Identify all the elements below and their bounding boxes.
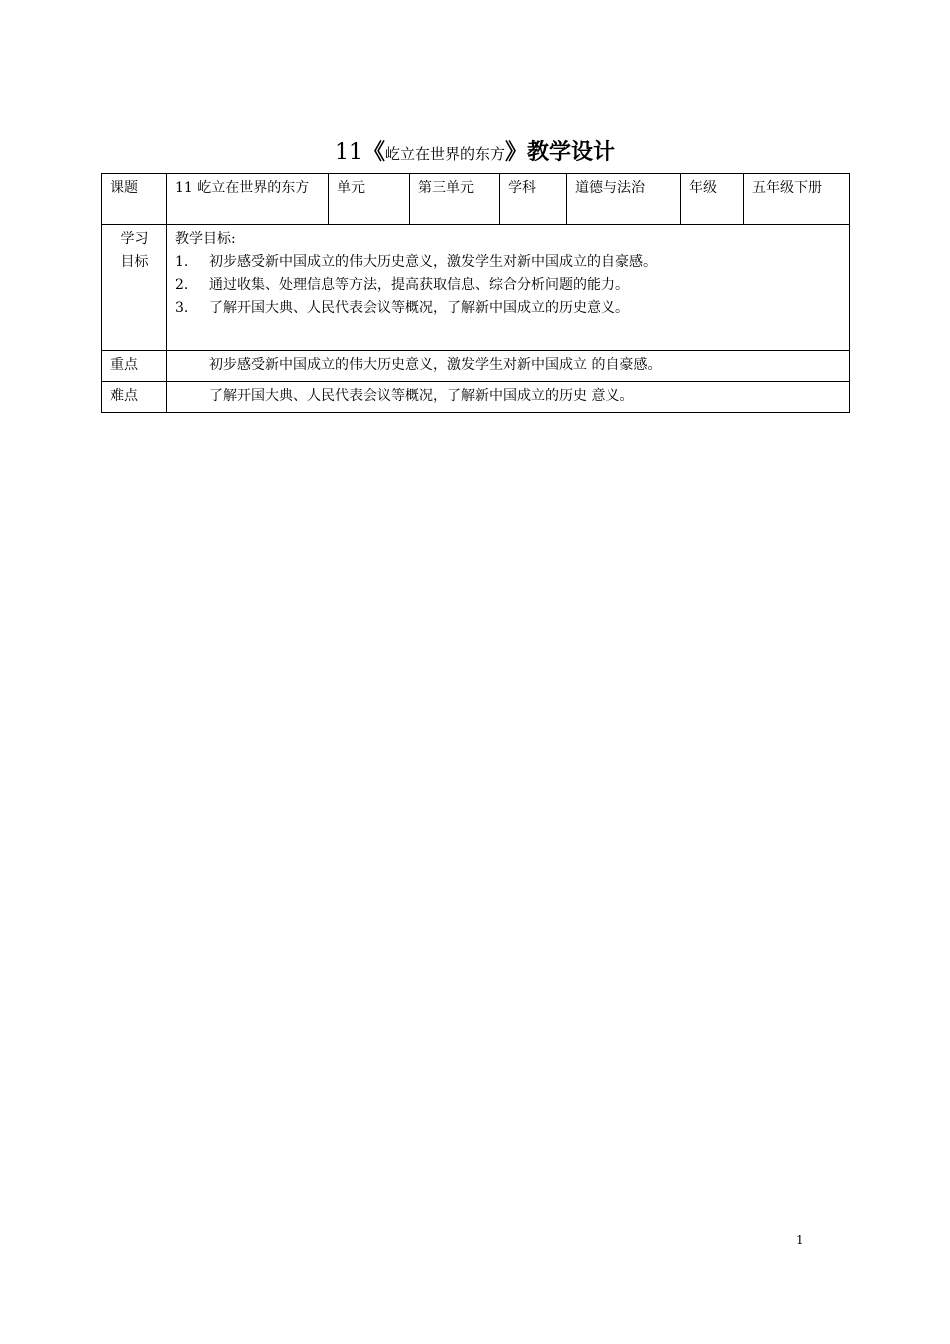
key-point-label-cell: 重点 xyxy=(102,351,167,382)
key-point-text-cell: 初步感受新中国成立的伟大历史意义，激发学生对新中国成立 的自豪感。 xyxy=(167,351,850,382)
objectives-content-cell xyxy=(167,225,850,351)
document-title xyxy=(0,136,950,170)
objectives-heading: 教学目标: xyxy=(175,231,236,247)
title-lesson-name: 屹立在世界的东方 xyxy=(384,145,505,163)
difficult-point-text-cell: 了解开国大典、人民代表会议等概况，了解新中国成立的历史 意义。 xyxy=(167,382,850,413)
objective-text: 通过收集、处理信息等方法，提高获取信息、综合分析问题的能力。 xyxy=(209,277,629,293)
title-close-bracket: 》 xyxy=(505,139,528,165)
subject-label-cell: 学科 xyxy=(500,174,567,225)
grade-value-cell: 五年级下册 xyxy=(744,174,850,225)
grade-label-cell: 年级 xyxy=(681,174,744,225)
objective-item xyxy=(175,251,842,274)
table-row-objectives xyxy=(102,225,850,351)
title-number: 11 xyxy=(334,140,363,165)
topic-label-cell: 课题 xyxy=(102,174,167,225)
objective-text: 了解开国大典、人民代表会议等概况，了解新中国成立的历史意义。 xyxy=(209,300,629,316)
objective-item xyxy=(175,274,842,297)
title-suffix: 教学设计 xyxy=(527,139,616,165)
objective-text: 初步感受新中国成立的伟大历史意义，激发学生对新中国成立的自豪感。 xyxy=(209,254,657,270)
objective-number: 1. xyxy=(175,254,189,270)
unit-value-cell: 第三单元 xyxy=(410,174,500,225)
unit-label-cell: 单元 xyxy=(329,174,410,225)
page-number: 1 xyxy=(796,1233,804,1247)
objective-item xyxy=(175,297,842,320)
subject-value-cell: 道德与法治 xyxy=(567,174,681,225)
objective-number: 2. xyxy=(175,277,189,293)
objective-number: 3. xyxy=(175,300,189,316)
objectives-label: 学习目标 xyxy=(120,231,149,270)
table-row-key-point xyxy=(102,351,850,382)
difficult-point-label-cell: 难点 xyxy=(102,382,167,413)
title-open-bracket: 《 xyxy=(362,139,385,165)
topic-value-cell: 11 屹立在世界的东方 xyxy=(167,174,329,225)
lesson-plan-table xyxy=(101,173,850,413)
objectives-label-cell xyxy=(102,225,167,351)
table-row-header xyxy=(102,174,850,225)
table-row-difficult-point xyxy=(102,382,850,413)
